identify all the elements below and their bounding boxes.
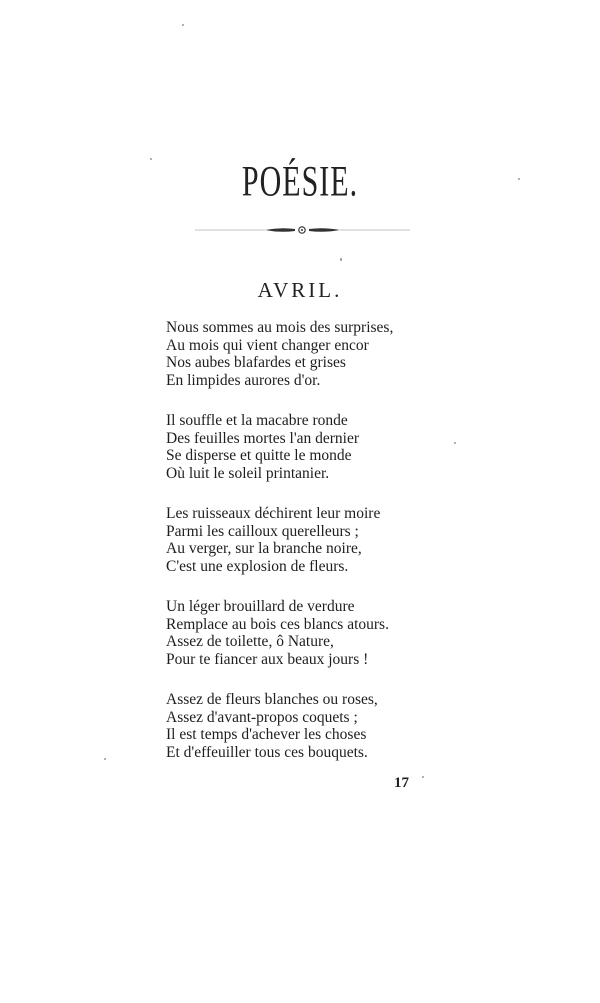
paper-speck — [518, 178, 520, 180]
poem-line: Des feuilles mortes l'an dernier — [166, 429, 360, 447]
poem-line: Où luit le soleil printanier. — [166, 464, 330, 482]
poem-title: AVRIL. — [257, 278, 343, 302]
poem-line: Se disperse et quitte le monde — [166, 447, 352, 464]
paper-speck — [150, 158, 152, 160]
poem-line: Il souffle et la macabre ronde — [166, 412, 348, 429]
poem-line: Parmi les cailloux querelleurs ; — [166, 522, 359, 540]
poem-line: Un léger brouillard de verdure — [166, 598, 355, 615]
stanza — [166, 598, 393, 668]
poem-line: Au verger, sur la branche noire, — [166, 540, 362, 557]
poem-line: Assez de fleurs blanches ou roses, — [166, 691, 378, 708]
paper-speck — [182, 24, 184, 26]
poem-line: Nos aubes blafardes et grises — [166, 354, 346, 371]
poem-line: Nous sommes au mois des surprises, — [166, 319, 394, 336]
poem-line: Assez de toilette, ô Nature, — [166, 633, 334, 650]
stanza — [166, 505, 393, 575]
poem-line: Les ruisseaux déchirent leur moire — [166, 505, 381, 522]
poem-line: C'est une explosion de fleurs. — [166, 557, 349, 575]
stanza — [166, 319, 393, 389]
paper-speck — [422, 776, 424, 778]
poem-line: Et d'effeuiller tous ces bouquets. — [166, 743, 368, 761]
poem-line: Assez d'avant-propos coquets ; — [166, 708, 358, 726]
section-title: POÉSIE. — [241, 158, 359, 206]
poem-body — [166, 319, 393, 784]
ornamental-divider-icon — [195, 222, 410, 238]
stanza — [166, 412, 393, 482]
paper-speck — [454, 442, 456, 444]
poem-line: En limpides aurores d'or. — [166, 371, 321, 389]
page-number: 17 — [394, 775, 409, 791]
poem-line: Pour te fiancer aux beaux jours ! — [166, 650, 369, 668]
paper-speck — [340, 258, 342, 261]
paper-speck — [104, 758, 106, 760]
stanza — [166, 691, 393, 761]
poem-line: Il est temps d'achever les choses — [166, 726, 367, 743]
poem-line: Au mois qui vient changer encor — [166, 336, 369, 354]
poem-line: Remplace au bois ces blancs atours. — [166, 615, 389, 633]
